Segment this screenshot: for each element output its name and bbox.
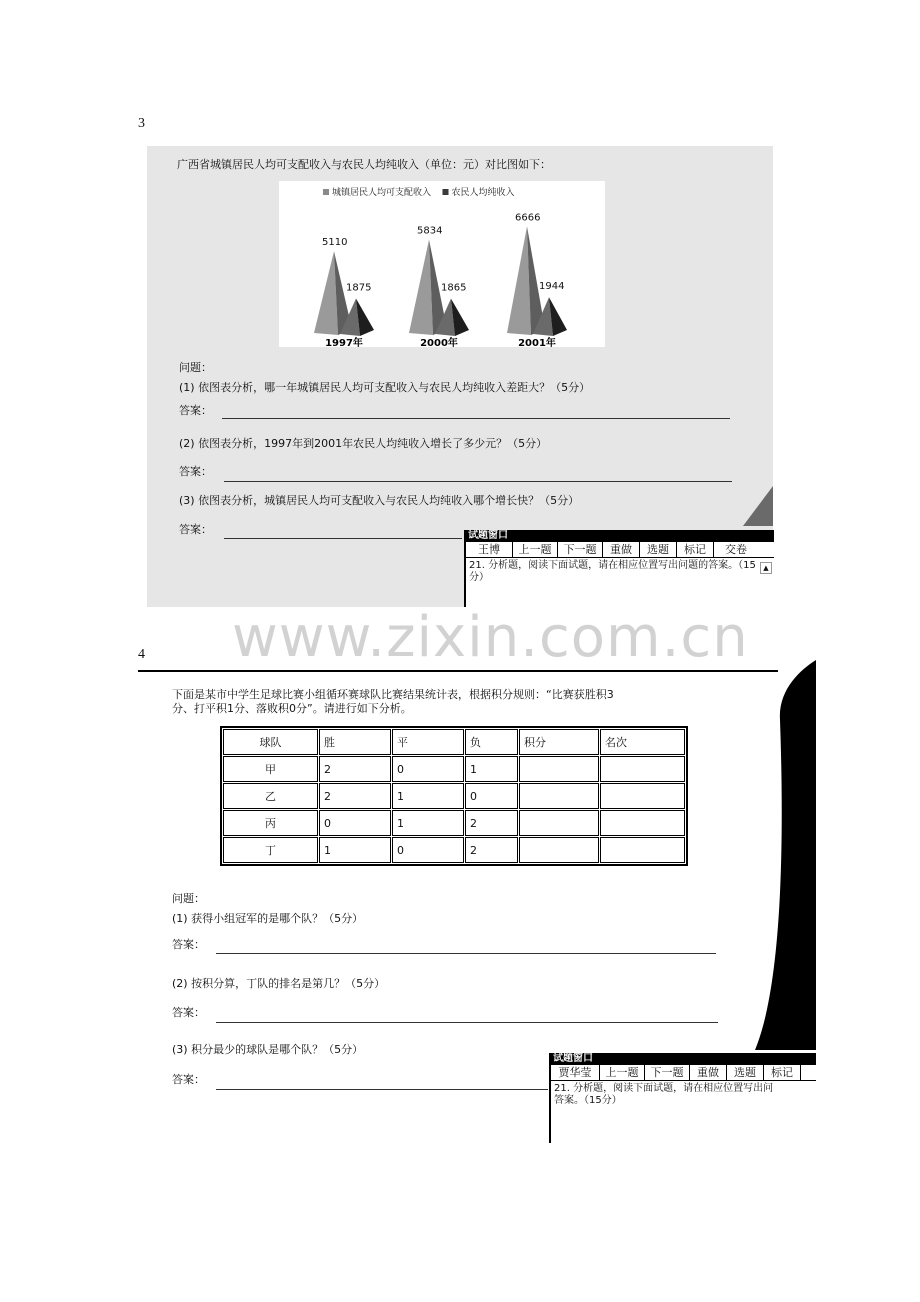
cell-draw: 1 [392,810,464,836]
section4-answer-line-2[interactable] [216,1022,718,1023]
cell-rank[interactable] [600,783,685,809]
data-label-urban-0: 5110 [322,237,348,249]
mark-button[interactable]: 标记 [677,542,714,557]
prev-question-button[interactable]: 上一题 [600,1065,645,1080]
data-label-rural-2: 1944 [539,281,565,293]
exam-question-line1: 21. 分析题，阅读下面试题，请在相应位置写出问 [554,1083,774,1094]
exam-question-text: 21. 分析题，阅读下面试题，请在相应位置写出问题的答案。（15分） [469,560,756,583]
section4-question-2: (2) 按积分算，丁队的排名是第几？（5分） [172,977,386,990]
category-label-0: 1997年 [325,338,363,347]
cell-win: 1 [319,837,391,863]
data-label-rural-1: 1865 [441,282,467,294]
section4-top-border [138,670,778,672]
cell-points[interactable] [519,756,599,782]
table-row [223,783,685,809]
legend-label-0: 城镇居民人均可支配收入 [332,188,432,198]
cell-loss: 0 [465,783,518,809]
next-question-button[interactable]: 下一题 [558,542,603,557]
select-question-button[interactable]: 选题 [727,1065,764,1080]
cell-draw: 1 [392,783,464,809]
question-3: (3) 依图表分析，城镇居民人均可支配收入与农民人均纯收入哪个增长快？（5分） [179,494,580,507]
exam-question-line2: 答案。（15分） [554,1095,622,1106]
cell-points[interactable] [519,810,599,836]
exam-window-1 [464,530,774,607]
cell-loss: 2 [465,810,518,836]
section-number-3: 3 [138,116,145,131]
legend-swatch-0 [323,189,329,195]
header-win: 胜 [319,729,391,755]
exam-question-text [551,1081,816,1109]
header-team: 球队 [223,729,318,755]
question-2: (2) 依图表分析，1997年到2001年农民人均纯收入增长了多少元？（5分） [179,437,548,450]
cell-team: 丁 [223,837,318,863]
next-question-button[interactable]: 下一题 [645,1065,690,1080]
section4-intro-line2: 分、打平积1分、落败积0分”。请进行如下分析。 [172,702,412,715]
header-rank: 名次 [600,729,685,755]
category-label-1: 2000年 [420,338,458,347]
select-question-button[interactable]: 选题 [640,542,677,557]
table-row [223,756,685,782]
answer-label-3: 答案： [179,523,212,536]
cell-draw: 0 [392,756,464,782]
header-loss: 负 [465,729,518,755]
cell-rank[interactable] [600,837,685,863]
cell-team: 甲 [223,756,318,782]
header-draw: 平 [392,729,464,755]
answer-label-1: 答案： [179,404,212,417]
income-chart [279,181,605,347]
section4-answer-line-3[interactable] [216,1089,548,1090]
cell-team: 丙 [223,810,318,836]
exam-window-title: 试题窗口 [466,530,774,542]
student-name: 王博 [466,542,513,557]
answer-line-3[interactable] [224,538,462,539]
exam-window-toolbar [466,542,774,558]
redo-button[interactable]: 重做 [603,542,640,557]
answer-line-1[interactable] [222,418,730,419]
legend-swatch-1 [443,189,449,195]
section4-answer-line-1[interactable] [216,953,716,954]
exam-window-toolbar [551,1065,816,1081]
submit-button[interactable]: 交卷 [725,543,747,556]
black-screen-edge-decoration [740,660,816,1060]
income-chart-svg [279,181,605,347]
cell-team: 乙 [223,783,318,809]
answer-line-2[interactable] [224,481,732,482]
answer-label-2: 答案： [179,465,212,478]
cell-points[interactable] [519,783,599,809]
cell-rank[interactable] [600,810,685,836]
data-label-rural-0: 1875 [346,282,372,294]
data-label-urban-2: 6666 [515,212,541,224]
header-points: 积分 [519,729,599,755]
watermark: www.zixin.com.cn [232,605,749,670]
prev-question-button[interactable]: 上一题 [513,542,558,557]
exam-window-title: 试题窗口 [551,1053,816,1065]
pyramid-urban-left-2 [507,226,531,335]
section-number-4: 4 [138,647,145,662]
section4-question-3: (3) 积分最少的球队是哪个队？（5分） [172,1043,364,1056]
cell-loss: 2 [465,837,518,863]
cell-draw: 0 [392,837,464,863]
data-label-urban-1: 5834 [417,225,443,237]
legend-label-1: 农民人均纯收入 [451,188,515,198]
section4-answer-label-2: 答案： [172,1006,205,1019]
section4-answer-label-3: 答案： [172,1073,205,1086]
table-header-row [223,729,685,755]
table-row [223,837,685,863]
scroll-up-arrow-icon[interactable]: ▲ [760,562,772,574]
redo-button[interactable]: 重做 [690,1065,727,1080]
section4-answer-label-1: 答案： [172,938,205,951]
table-row [223,810,685,836]
cell-win: 2 [319,783,391,809]
section4-intro-line1: 下面是某市中学生足球比赛小组循环赛球队比赛结果统计表，根据积分规则：“比赛获胜积3 [172,688,614,701]
question-1: (1) 依图表分析，哪一年城镇居民人均可支配收入与农民人均纯收入差距大？（5分） [179,381,591,394]
student-name: 贾华莹 [551,1065,600,1080]
cell-loss: 1 [465,756,518,782]
category-label-2: 2001年 [518,338,556,347]
cell-points[interactable] [519,837,599,863]
pyramid-urban-left-1 [409,240,433,335]
pyramid-urban-left-0 [314,251,338,335]
section4-question-1: (1) 获得小组冠军的是哪个队？（5分） [172,912,364,925]
exam-window-2 [549,1053,816,1143]
mark-button[interactable]: 标记 [764,1065,801,1080]
cell-win: 0 [319,810,391,836]
cell-rank[interactable] [600,756,685,782]
section4-questions-label: 问题： [172,892,205,905]
questions-label: 问题： [179,361,212,374]
cell-win: 2 [319,756,391,782]
section3-intro: 广西省城镇居民人均可支配收入与农民人均纯收入（单位：元）对比图如下： [177,158,551,171]
score-table [220,726,688,866]
